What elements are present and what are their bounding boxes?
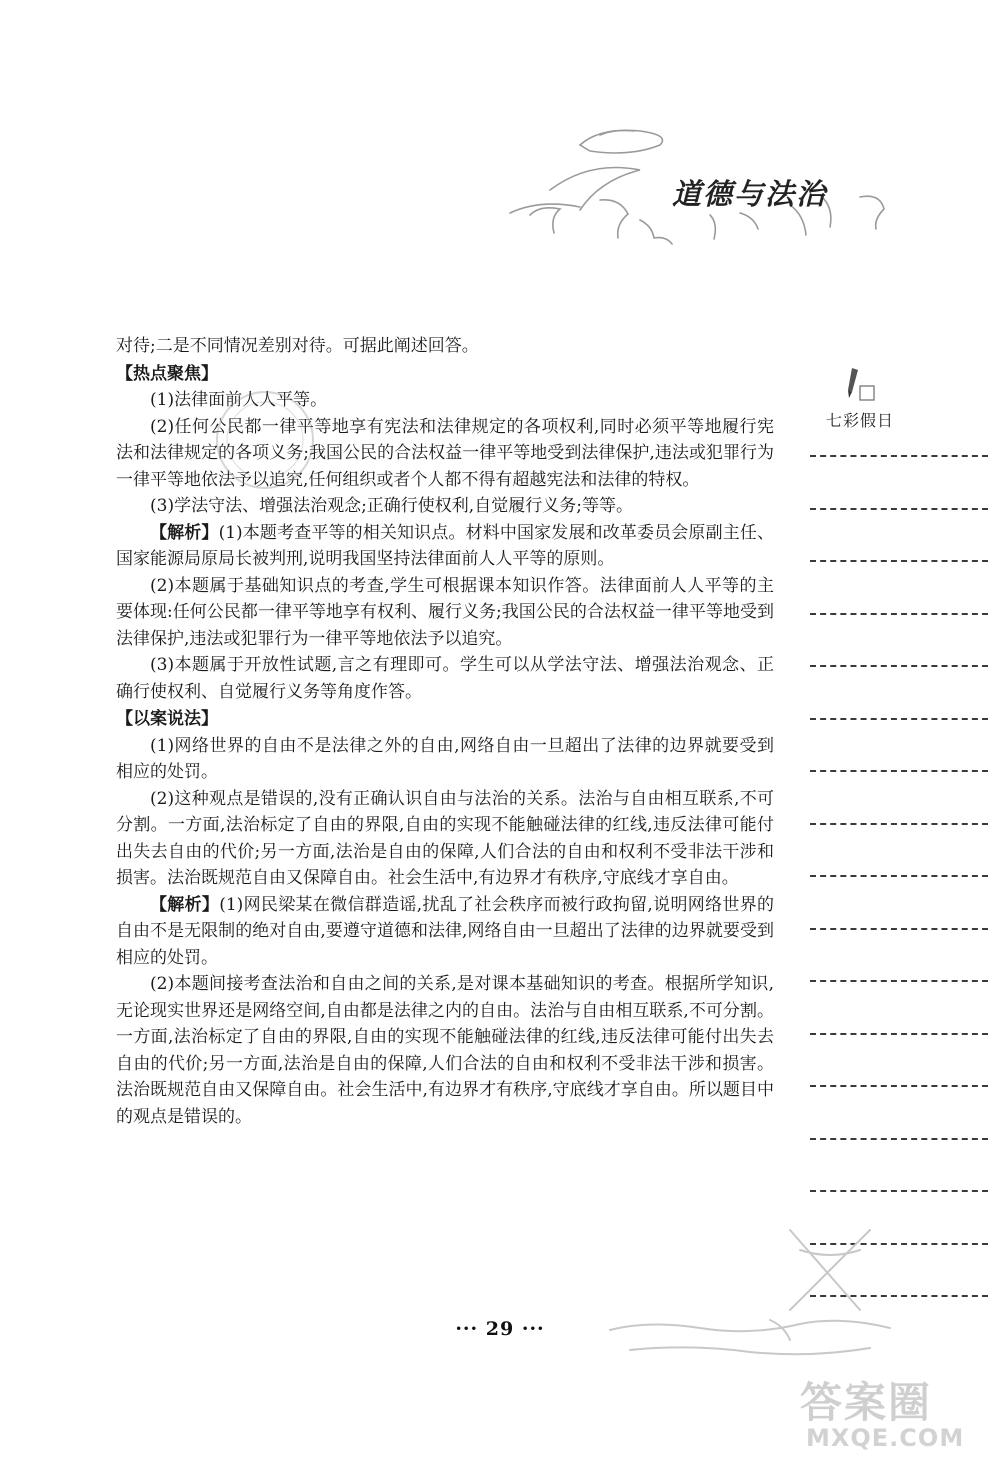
sidebar-label: 七彩假日 <box>826 411 895 430</box>
analysis-text: (1)网民梁某在微信群造谣,扰乱了社会秩序而被行政拘留,说明网络世界的自由不是无限制的绝对自由,要遵守道德和法律,网络自由一旦超出了法律的边界就要受到相应的处罚。 <box>116 894 774 968</box>
note-line <box>810 980 988 982</box>
answer-item: (3)学法守法、增强法治观念;正确行使权利,自觉履行义务;等等。 <box>150 496 633 516</box>
section-heading-hotspot: 【热点聚焦】 <box>116 363 218 384</box>
note-line <box>810 1190 988 1192</box>
pen-icon <box>842 366 878 402</box>
note-line <box>810 1138 988 1140</box>
subject-title: 道德与法治 <box>672 177 828 211</box>
note-line <box>810 508 988 510</box>
analysis-item: (3)本题属于开放性试题,言之有理即可。学生可以从学法守法、增强法治观念、正确行使权利、自觉履行义务等角度作答。 <box>116 655 774 702</box>
section-heading-case: 【以案说法】 <box>116 709 218 729</box>
answer-item: (1)网络世界的自由不是法律之外的自由,网络自由一旦超出了法律的边界就要受到相应的处罚。 <box>116 735 774 782</box>
analysis-tag: 【解析】 <box>150 522 219 543</box>
note-line <box>810 613 988 615</box>
answer-item: (2)任何公民都一律平等地享有宪法和法律规定的各项权利,同时必须平等地履行宪法和法律规定的各项义务;我国公民的合法权益一律平等地受到法律保护,违法或犯罪行为一律平等地依法予以追究,任何组织或者个人都不得有超越宪法和法律的特权。 <box>116 416 774 490</box>
stamp-decoration <box>210 385 320 495</box>
answer-item: (1)法律面前人人平等。 <box>150 390 328 410</box>
note-line <box>810 770 988 772</box>
watermark <box>790 1370 990 1465</box>
footer-decoration <box>600 1210 900 1380</box>
note-line <box>810 928 988 930</box>
watermark-url: MXQE.COM <box>806 1424 965 1452</box>
note-line <box>810 1085 988 1087</box>
answer-item: (2)这种观点是错误的,没有正确认识自由与法治的关系。法治与自由相互联系,不可分割。一方面,法治标定了自由的界限,自由的实现不能触碰法律的红线,违反法律可能付出失去自由的代价;另一方面,法治是自由的保障,人们合法的自由和权利不受非法干涉和损害。法治既规范自由又保障自由。社会生活中,有边界才有秩序,守底线才享自由。 <box>116 788 774 888</box>
note-line <box>810 875 988 877</box>
analysis-item: (2)本题属于基础知识点的考查,学生可根据课本知识作答。法律面前人人平等的主要体现:任何公民都一律平等地享有权利、履行义务;我国公民的合法权益一律平等地受到法律保护,违法或犯罪行为一律平等地依法予以追究。 <box>116 575 774 649</box>
continuation-text: 对待;二是不同情况差别对待。可据此阐述回答。 <box>116 336 479 356</box>
note-line <box>810 1033 988 1035</box>
note-line <box>810 718 988 720</box>
analysis-item <box>116 892 774 972</box>
note-line <box>810 560 988 562</box>
analysis-text: (1)本题考查平等的相关知识点。材料中国家发展和改革委员会原副主任、国家能源局原局长被判刑,说明我国坚持法律面前人人平等的原则。 <box>116 522 774 569</box>
watermark-logo: 答案圈 <box>800 1378 933 1427</box>
note-line <box>810 665 988 667</box>
analysis-item <box>116 520 774 573</box>
analysis-tag: 【解析】 <box>150 894 220 915</box>
header-decoration <box>490 95 900 245</box>
note-line <box>810 823 988 825</box>
analysis-item: (2)本题间接考查法治和自由之间的关系,是对课本基础知识的考查。根据所学知识,无论现实世界还是网络空间,自由都是法律之内的自由。法治与自由相互联系,不可分割。一方面,法治标定了自由的界限,自由的实现不能触碰法律的红线,违反法律可能付出失去自由的代价;另一方面,法治是自由的保障,人们合法的自由和权利不受非法干涉和损害。法治既规范自由又保障自由。社会生活中,有边界才有秩序,守底线才享自由。所以题目中的观点是错误的。 <box>116 974 774 1127</box>
note-line <box>810 455 988 457</box>
page-number: ··· 29 ··· <box>455 1318 545 1340</box>
